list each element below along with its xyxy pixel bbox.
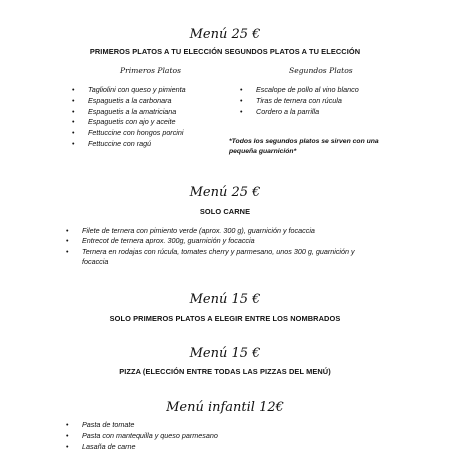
list-item: • Tagliolini con queso y pimienta bbox=[72, 85, 232, 96]
list-item: • Tiras de ternera con rúcula bbox=[240, 96, 410, 107]
second-courses-list bbox=[240, 85, 410, 117]
list-item: • Espaguetis a la amatriciana bbox=[72, 107, 232, 118]
list-item: • Fettuccine con ragú bbox=[72, 139, 232, 150]
list-item: • Cordero a la parrilla bbox=[240, 107, 410, 118]
list-item: • Escalope de pollo al vino blanco bbox=[240, 85, 410, 96]
list-item: • Pasta con mantequilla y queso parmesano bbox=[66, 431, 316, 442]
menu-5-title: Menú infantil 12€ bbox=[166, 400, 284, 415]
first-courses-heading: Primeros Platos bbox=[120, 66, 181, 75]
second-courses-heading: Segundos Platos bbox=[289, 66, 353, 75]
menu-1-subtitle: PRIMEROS PLATOS A TU ELECCIÓN SEGUNDOS PLATOS A TU ELECCIÓN bbox=[89, 47, 361, 56]
menu-3-subtitle: SOLO PRIMEROS PLATOS A ELEGIR ENTRE LOS NOMBRADOS bbox=[109, 314, 341, 323]
list-item: • Filete de ternera con pimiento verde (aprox. 300 g), guarnición y focaccia bbox=[66, 226, 371, 236]
first-courses-list bbox=[72, 85, 232, 150]
menu-2-subtitle: SOLO CARNE bbox=[199, 207, 251, 216]
menu-3-title: Menú 15 € bbox=[189, 292, 261, 307]
list-item: • Fettuccine con hongos porcini bbox=[72, 128, 232, 139]
list-item: • Pasta de tomate bbox=[66, 420, 316, 431]
list-item: • Entrecot de ternera aprox. 300g, guarnición y focaccia bbox=[66, 236, 371, 246]
garnish-note: *Todos los segundos platos se sirven con una pequeña guarnición* bbox=[229, 138, 379, 155]
menu-4-subtitle: PIZZA (ELECCIÓN ENTRE TODAS LAS PIZZAS DEL MENÚ) bbox=[119, 367, 331, 376]
kids-menu-list bbox=[66, 420, 316, 452]
list-item: • Espaguetis con ajo y aceite bbox=[72, 117, 232, 128]
meat-menu-list bbox=[66, 226, 371, 267]
list-item: • Espaguetis a la carbonara bbox=[72, 96, 232, 107]
menu-2-title: Menú 25 € bbox=[189, 185, 261, 200]
menu-1-title: Menú 25 € bbox=[189, 27, 261, 42]
list-item: • Ternera en rodajas con rúcula, tomates cherry y parmesano, unos 300 g, guarnición y focaccia bbox=[66, 247, 371, 268]
list-item: • Lasaña de carne bbox=[66, 442, 316, 452]
menu-4-title: Menú 15 € bbox=[189, 346, 261, 361]
